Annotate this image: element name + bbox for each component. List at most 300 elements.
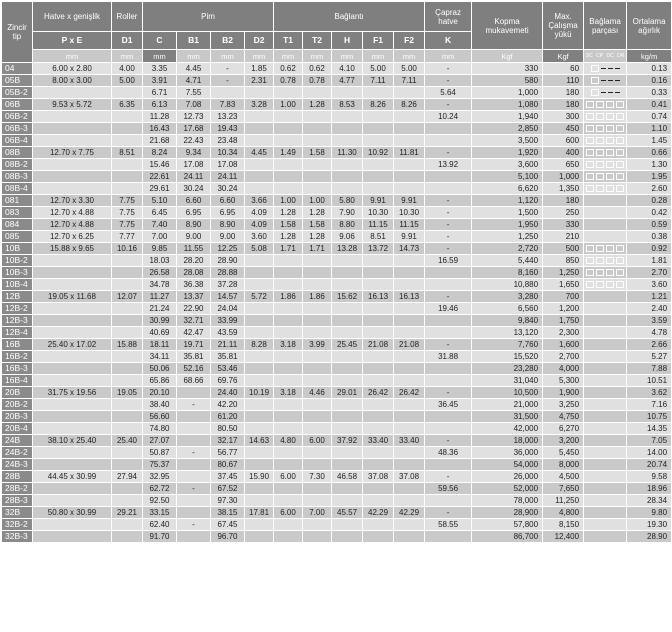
attach-icons	[584, 195, 626, 206]
cell-b2: 37.45	[211, 471, 244, 482]
cell-d1	[112, 87, 142, 98]
cell-b2: 28.88	[211, 267, 244, 278]
cell-t2: 1.00	[303, 195, 331, 206]
cell-max: 850	[543, 255, 583, 266]
cell-d1: 4.00	[112, 63, 142, 74]
cell-t1	[274, 423, 302, 434]
subheader-0: P x E	[33, 32, 111, 49]
attach-icons	[584, 459, 626, 470]
attach-icons	[584, 231, 626, 242]
cell-max: 2,700	[543, 351, 583, 362]
cell-b2: 80.67	[211, 459, 244, 470]
cell-b2: 97.30	[211, 495, 244, 506]
cell-pe	[33, 327, 111, 338]
header-pitch-width: Hatve x genişlik	[33, 2, 111, 31]
cell-f2	[394, 519, 424, 530]
cell-c: 8.24	[143, 147, 176, 158]
cell-b2: 61.20	[211, 411, 244, 422]
cell-max: 210	[543, 231, 583, 242]
cell-t1: 4.80	[274, 435, 302, 446]
subheader-8: H	[332, 32, 362, 49]
unit-1: mm	[112, 50, 142, 62]
chain-type-cell: 05B	[2, 75, 32, 86]
cell-k	[425, 123, 471, 134]
square-icon	[586, 113, 594, 120]
cell-weight: 4.78	[627, 327, 671, 338]
cell-weight: 0.41	[627, 99, 671, 110]
cell-t2: 1.28	[303, 207, 331, 218]
cell-t1: 0.78	[274, 75, 302, 86]
cell-weight: 2.66	[627, 339, 671, 350]
cell-f2: 37.08	[394, 471, 424, 482]
cell-t2: 1.86	[303, 291, 331, 302]
cell-h	[332, 87, 362, 98]
square-icon	[616, 245, 624, 252]
cell-max: 4,500	[543, 471, 583, 482]
cell-d2: 3.60	[245, 231, 273, 242]
cell-t2: 1.28	[303, 99, 331, 110]
cell-weight: 0.28	[627, 195, 671, 206]
cell-d2	[245, 459, 273, 470]
cell-f1	[363, 423, 393, 434]
cell-f2	[394, 495, 424, 506]
cell-h	[332, 183, 362, 194]
cell-max: 650	[543, 159, 583, 170]
cell-t2	[303, 171, 331, 182]
cell-d1	[112, 495, 142, 506]
cell-kopma: 2,720	[472, 243, 542, 254]
cell-pe	[33, 255, 111, 266]
square-icon	[606, 245, 614, 252]
cell-f2: 11.81	[394, 147, 424, 158]
square-icon	[596, 137, 604, 144]
cell-t1	[274, 327, 302, 338]
cell-weight: 1.45	[627, 135, 671, 146]
cell-f1	[363, 183, 393, 194]
cell-h	[332, 327, 362, 338]
cell-max: 1,600	[543, 339, 583, 350]
cell-d1: 7.77	[112, 231, 142, 242]
cell-d1: 27.94	[112, 471, 142, 482]
cell-d1: 6.35	[112, 99, 142, 110]
cell-kopma: 18,000	[472, 435, 542, 446]
table-row	[2, 207, 671, 218]
cell-h	[332, 423, 362, 434]
cell-f1: 10.92	[363, 147, 393, 158]
cell-c: 40.69	[143, 327, 176, 338]
cell-t2	[303, 363, 331, 374]
cell-kopma: 52,000	[472, 483, 542, 494]
cell-d2	[245, 399, 273, 410]
square-icon	[596, 245, 604, 252]
subheader-9: F1	[363, 32, 393, 49]
cell-f2	[394, 159, 424, 170]
subheader-1: D1	[112, 32, 142, 49]
cell-pe: 12.70 x 3.30	[33, 195, 111, 206]
cell-b2: 56.77	[211, 447, 244, 458]
cell-h	[332, 135, 362, 146]
cell-h	[332, 447, 362, 458]
cell-b1: 36.38	[177, 279, 210, 290]
table-row	[2, 375, 671, 386]
chain-type-cell: 04	[2, 63, 32, 74]
cell-f1: 8.26	[363, 99, 393, 110]
cell-weight: 19.30	[627, 519, 671, 530]
cell-t1	[274, 519, 302, 530]
attach-icons	[584, 375, 626, 386]
attach-code: CP	[596, 52, 604, 59]
cell-d2: 2.31	[245, 75, 273, 86]
attach-icons	[584, 99, 626, 110]
square-icon	[586, 149, 594, 156]
cell-weight: 1.21	[627, 291, 671, 302]
cell-f1	[363, 327, 393, 338]
cell-k	[425, 267, 471, 278]
cell-h	[332, 351, 362, 362]
cell-f1: 21.08	[363, 339, 393, 350]
attach-icons	[584, 279, 626, 290]
cell-kopma: 21,000	[472, 399, 542, 410]
cell-k	[425, 327, 471, 338]
cell-f2: 5.00	[394, 63, 424, 74]
cell-pe	[33, 267, 111, 278]
cell-weight: 2.70	[627, 267, 671, 278]
cell-weight: 28.34	[627, 495, 671, 506]
cell-t1: 6.00	[274, 471, 302, 482]
table-row	[2, 483, 671, 494]
square-icon	[616, 137, 624, 144]
cell-weight: 2.40	[627, 303, 671, 314]
attach-icons	[584, 399, 626, 410]
cell-t1	[274, 363, 302, 374]
cell-d2: 3.66	[245, 195, 273, 206]
chain-type-cell: 08B	[2, 147, 32, 158]
header-chain-type: Zincir tip	[2, 2, 32, 62]
square-icon	[596, 161, 604, 168]
cell-h	[332, 315, 362, 326]
cell-k: -	[425, 75, 471, 86]
cell-c: 5.10	[143, 195, 176, 206]
cell-t1	[274, 411, 302, 422]
cell-kopma: 8,160	[472, 267, 542, 278]
cell-kopma: 36,000	[472, 447, 542, 458]
square-icon	[616, 101, 624, 108]
table-row	[2, 63, 671, 74]
square-icon	[596, 269, 604, 276]
cell-f1	[363, 255, 393, 266]
cell-k	[425, 423, 471, 434]
header-attach: Bağlama parçası	[584, 2, 626, 49]
cell-c: 50.06	[143, 363, 176, 374]
cell-f1	[363, 363, 393, 374]
cell-t1	[274, 447, 302, 458]
cell-d2	[245, 255, 273, 266]
square-icon	[596, 281, 604, 288]
cell-t2	[303, 303, 331, 314]
unit-7: mm	[303, 50, 331, 62]
cell-d2	[245, 483, 273, 494]
cell-k: -	[425, 231, 471, 242]
cell-b1	[177, 435, 210, 446]
attach-icons	[584, 243, 626, 254]
cell-t2: 0.78	[303, 75, 331, 86]
cell-weight: 7.05	[627, 435, 671, 446]
cell-h	[332, 411, 362, 422]
cell-t1: 0.62	[274, 63, 302, 74]
cell-kopma: 1,940	[472, 111, 542, 122]
square-icon	[596, 173, 604, 180]
cell-d1	[112, 399, 142, 410]
attach-icons	[584, 63, 626, 74]
cell-f1: 8.51	[363, 231, 393, 242]
cell-max: 1,200	[543, 303, 583, 314]
cell-t1: 3.18	[274, 339, 302, 350]
cell-h	[332, 399, 362, 410]
cell-d2: 5.72	[245, 291, 273, 302]
cell-b2: 12.25	[211, 243, 244, 254]
cell-kopma: 330	[472, 63, 542, 74]
cell-t2	[303, 111, 331, 122]
unit-6: mm	[274, 50, 302, 62]
subheader-7: T2	[303, 32, 331, 49]
attach-icons	[584, 339, 626, 350]
cell-max: 250	[543, 207, 583, 218]
cell-t1: 1.28	[274, 207, 302, 218]
square-icon	[616, 281, 624, 288]
table-row	[2, 279, 671, 290]
cell-k: -	[425, 243, 471, 254]
chain-type-cell: 08B-3	[2, 171, 32, 182]
cell-kopma: 1,080	[472, 99, 542, 110]
cell-max: 400	[543, 147, 583, 158]
square-icon	[616, 173, 624, 180]
cell-max: 180	[543, 87, 583, 98]
cell-c: 50.87	[143, 447, 176, 458]
cell-t1	[274, 483, 302, 494]
cell-f2	[394, 399, 424, 410]
cell-d1	[112, 123, 142, 134]
cell-b2: 53.46	[211, 363, 244, 374]
attach-icons	[584, 327, 626, 338]
cell-max: 4,750	[543, 411, 583, 422]
cell-c: 32.95	[143, 471, 176, 482]
cell-max: 600	[543, 135, 583, 146]
cell-f2: 9.91	[394, 195, 424, 206]
cell-h: 13.28	[332, 243, 362, 254]
cell-f2	[394, 375, 424, 386]
cell-f2	[394, 87, 424, 98]
chain-type-cell: 16B	[2, 339, 32, 350]
header-weight: Ortalama ağırlık	[627, 2, 671, 49]
cell-f1	[363, 135, 393, 146]
square-icon	[616, 125, 624, 132]
header-cross-pitch: Çapraz hatve	[425, 2, 471, 31]
cell-h: 11.30	[332, 147, 362, 158]
cell-b1: -	[177, 483, 210, 494]
table-row	[2, 387, 671, 398]
cell-t2	[303, 411, 331, 422]
table-row	[2, 219, 671, 230]
cell-weight: 14.35	[627, 423, 671, 434]
cell-f1	[363, 315, 393, 326]
cell-c: 3.91	[143, 75, 176, 86]
cell-k	[425, 411, 471, 422]
cell-weight: 9.80	[627, 507, 671, 518]
cell-b2: 21.11	[211, 339, 244, 350]
cell-k	[425, 315, 471, 326]
cell-b1: 17.08	[177, 159, 210, 170]
cell-d1	[112, 111, 142, 122]
cell-b1: 22.43	[177, 135, 210, 146]
cell-max: 1,900	[543, 387, 583, 398]
chain-type-cell: 12B	[2, 291, 32, 302]
chain-type-cell: 06B-3	[2, 123, 32, 134]
table-row	[2, 243, 671, 254]
cell-max: 450	[543, 123, 583, 134]
cell-d1	[112, 411, 142, 422]
cell-f1: 33.40	[363, 435, 393, 446]
cell-f1	[363, 123, 393, 134]
chain-type-cell: 10B	[2, 243, 32, 254]
dash-icon	[608, 80, 613, 81]
cell-max: 7,650	[543, 483, 583, 494]
cell-weight: 0.33	[627, 87, 671, 98]
cell-d1	[112, 519, 142, 530]
attach-icons	[584, 387, 626, 398]
cell-t1	[274, 111, 302, 122]
cell-d1	[112, 483, 142, 494]
cell-pe: 44.45 x 30.99	[33, 471, 111, 482]
cell-h	[332, 171, 362, 182]
table-row	[2, 447, 671, 458]
chain-type-cell: 081	[2, 195, 32, 206]
cell-k	[425, 363, 471, 374]
table-row	[2, 339, 671, 350]
cell-f1: 26.42	[363, 387, 393, 398]
cell-t1: 1.28	[274, 231, 302, 242]
cell-c: 74.80	[143, 423, 176, 434]
cell-f1	[363, 399, 393, 410]
cell-kopma: 6,560	[472, 303, 542, 314]
cell-t1: 1.00	[274, 195, 302, 206]
unit-11: mm	[425, 50, 471, 62]
cell-weight: 0.13	[627, 63, 671, 74]
cell-b1: -	[177, 399, 210, 410]
cell-f1	[363, 483, 393, 494]
cell-k	[425, 171, 471, 182]
cell-max: 12,400	[543, 531, 583, 542]
cell-f2	[394, 315, 424, 326]
cell-f2	[394, 183, 424, 194]
cell-d2	[245, 111, 273, 122]
cell-f1	[363, 351, 393, 362]
chain-type-cell: 10B-2	[2, 255, 32, 266]
attach-code: DC	[606, 52, 614, 59]
cell-f2: 42.29	[394, 507, 424, 518]
chain-type-cell: 05B-2	[2, 87, 32, 98]
cell-c: 20.10	[143, 387, 176, 398]
header-row-1	[2, 2, 671, 31]
cell-t1	[274, 279, 302, 290]
cell-h: 46.58	[332, 471, 362, 482]
cell-max: 11,250	[543, 495, 583, 506]
cell-b2: 67.52	[211, 483, 244, 494]
cell-pe: 12.70 x 4.88	[33, 219, 111, 230]
table-row	[2, 507, 671, 518]
cell-f2: 26.42	[394, 387, 424, 398]
cell-f1	[363, 111, 393, 122]
cell-pe: 8.00 x 3.00	[33, 75, 111, 86]
cell-b2: 67.45	[211, 519, 244, 530]
cell-b1: 28.20	[177, 255, 210, 266]
table-row	[2, 351, 671, 362]
square-icon	[616, 113, 624, 120]
cell-max: 1,350	[543, 183, 583, 194]
cell-weight: 18.96	[627, 483, 671, 494]
cell-max: 330	[543, 219, 583, 230]
cell-f2	[394, 459, 424, 470]
cell-d2: 1.85	[245, 63, 273, 74]
cell-d2: 4.45	[245, 147, 273, 158]
cell-b1	[177, 531, 210, 542]
cell-t2	[303, 375, 331, 386]
cell-pe: 9.53 x 5.72	[33, 99, 111, 110]
cell-pe	[33, 531, 111, 542]
cell-b1: -	[177, 519, 210, 530]
header-link: Bağlantı	[274, 2, 424, 31]
cell-f2: 21.08	[394, 339, 424, 350]
cell-c: 56.60	[143, 411, 176, 422]
cell-t1: 1.49	[274, 147, 302, 158]
subheader-10: F2	[394, 32, 424, 49]
cell-kopma: 1,950	[472, 219, 542, 230]
cell-kopma: 10,500	[472, 387, 542, 398]
attach-icons	[584, 135, 626, 146]
square-icon	[586, 185, 594, 192]
cell-k	[425, 279, 471, 290]
cell-t2	[303, 531, 331, 542]
cell-kopma: 1,920	[472, 147, 542, 158]
cell-pe	[33, 171, 111, 182]
cell-b1: 30.24	[177, 183, 210, 194]
unit-4: mm	[211, 50, 244, 62]
cell-b1	[177, 411, 210, 422]
cell-kopma: 10,880	[472, 279, 542, 290]
cell-f1	[363, 411, 393, 422]
cell-k	[425, 135, 471, 146]
cell-t1	[274, 123, 302, 134]
attach-icons	[584, 471, 626, 482]
cell-pe	[33, 135, 111, 146]
cell-d2	[245, 267, 273, 278]
cell-t1	[274, 303, 302, 314]
cell-h: 4.77	[332, 75, 362, 86]
attach-icons	[584, 315, 626, 326]
cell-k: -	[425, 207, 471, 218]
cell-max: 5,450	[543, 447, 583, 458]
attach-icons	[584, 123, 626, 134]
cell-f1	[363, 159, 393, 170]
header-row-units	[2, 50, 671, 62]
cell-pe	[33, 375, 111, 386]
cell-kopma: 9,840	[472, 315, 542, 326]
attach-icons	[584, 267, 626, 278]
chain-type-cell: 24B-2	[2, 447, 32, 458]
cell-c: 11.27	[143, 291, 176, 302]
table-row	[2, 303, 671, 314]
square-icon	[591, 65, 599, 72]
attach-icons	[584, 531, 626, 542]
